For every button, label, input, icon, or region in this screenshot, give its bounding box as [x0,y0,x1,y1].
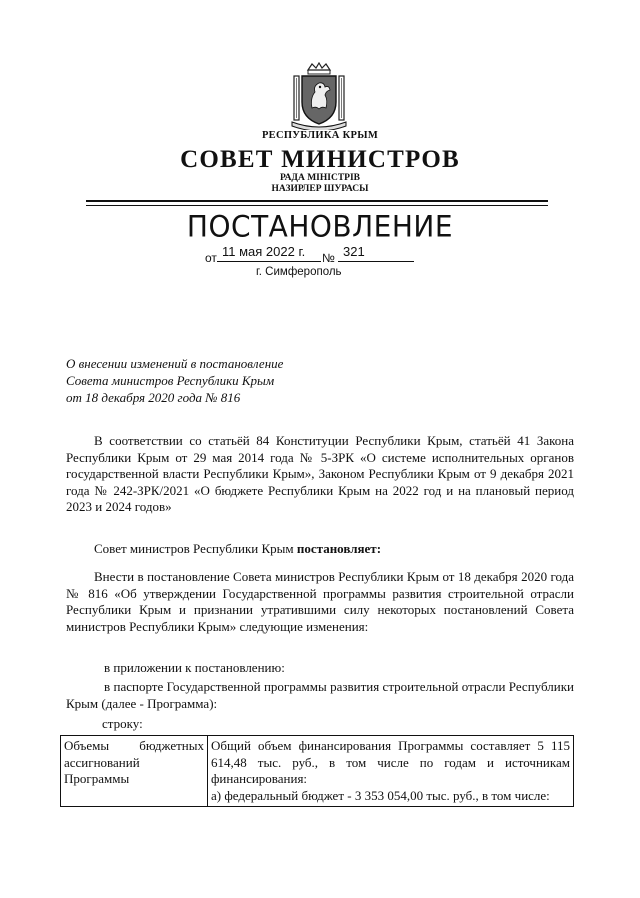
council-title: СОВЕТ МИНИСТРОВ [180,146,460,173]
number-underline [338,261,414,262]
council-name-crimean-tatar: НАЗИРЛЕР ШУРАСЫ [271,184,369,194]
document-subject [66,355,283,406]
document-type: ПОСТАНОВЛЕНИЕ [186,209,454,244]
date-underline [217,261,321,262]
resolution-text: Совет министров Республики Крым [94,541,297,556]
passport-paragraph: в паспорте Государственной программы развития строительной отрасли Республики Крым (далее - Программа): [66,679,574,711]
table-row [61,736,574,807]
council-name-ukrainian: РАДА МІНІСТРІВ [279,173,360,183]
subject-line: Совета министров Республики Крым [66,373,275,388]
header-divider [86,200,548,202]
number-label: № [322,251,335,265]
date-prefix: от [205,251,217,265]
resolution-keyword: постановляет: [296,541,382,556]
table-content-cell [208,736,574,807]
document-number: 321 [343,244,365,259]
appendix-line: в приложении к постановлению: [104,660,285,675]
crimea-coat-of-arms-icon [288,62,350,130]
table-content-line: Общий объем финансирования Программы составляет 5 115 614,48 тыс. руб., в том числе по годам и источникам финансирования: [211,738,570,786]
row-line: строку: [102,716,143,731]
subject-line: от 18 декабря 2020 года № 816 [66,390,241,405]
document-city: г. Симферополь [256,266,342,278]
table-content-line: а) федеральный бюджет - 3 353 054,00 тыс. руб., в том числе: [211,787,550,803]
funding-table [60,735,574,807]
document-date: 11 мая 2022 г. [222,244,306,259]
header-divider-thin [86,205,548,206]
table-label-cell: Объемы бюджетных ассигнований Программы [61,736,208,807]
resolution-paragraph [66,541,574,558]
council-names-translations [0,173,640,195]
republic-name: РЕСПУБЛИКА КРЫМ [261,130,379,141]
preamble-paragraph: В соответствии со статьёй 84 Конституции Республики Крым, статьёй 41 Закона Республики Крым от 29 мая 2014 года № 5-ЗРК «О системе исполнительных органов государственной власти Республики Крым», Законом Республики Крым от 9 декабря 2021 года № 242-ЗРК/2021 «О бюджете Республики Крым на 2022 год и на плановый период 2023 и 2024 годов» [66,433,574,514]
amendment-paragraph: Внести в постановление Совета министров Республики Крым от 18 декабря 2020 года № 816 «Об утверждении Государственной программы развития строительной отрасли Республики Крым и признании утратившими силу некоторых постановлений Совета министров Республики Крым» следующие изменения: [66,569,574,634]
subject-line: О внесении изменений в постановление [66,356,284,371]
